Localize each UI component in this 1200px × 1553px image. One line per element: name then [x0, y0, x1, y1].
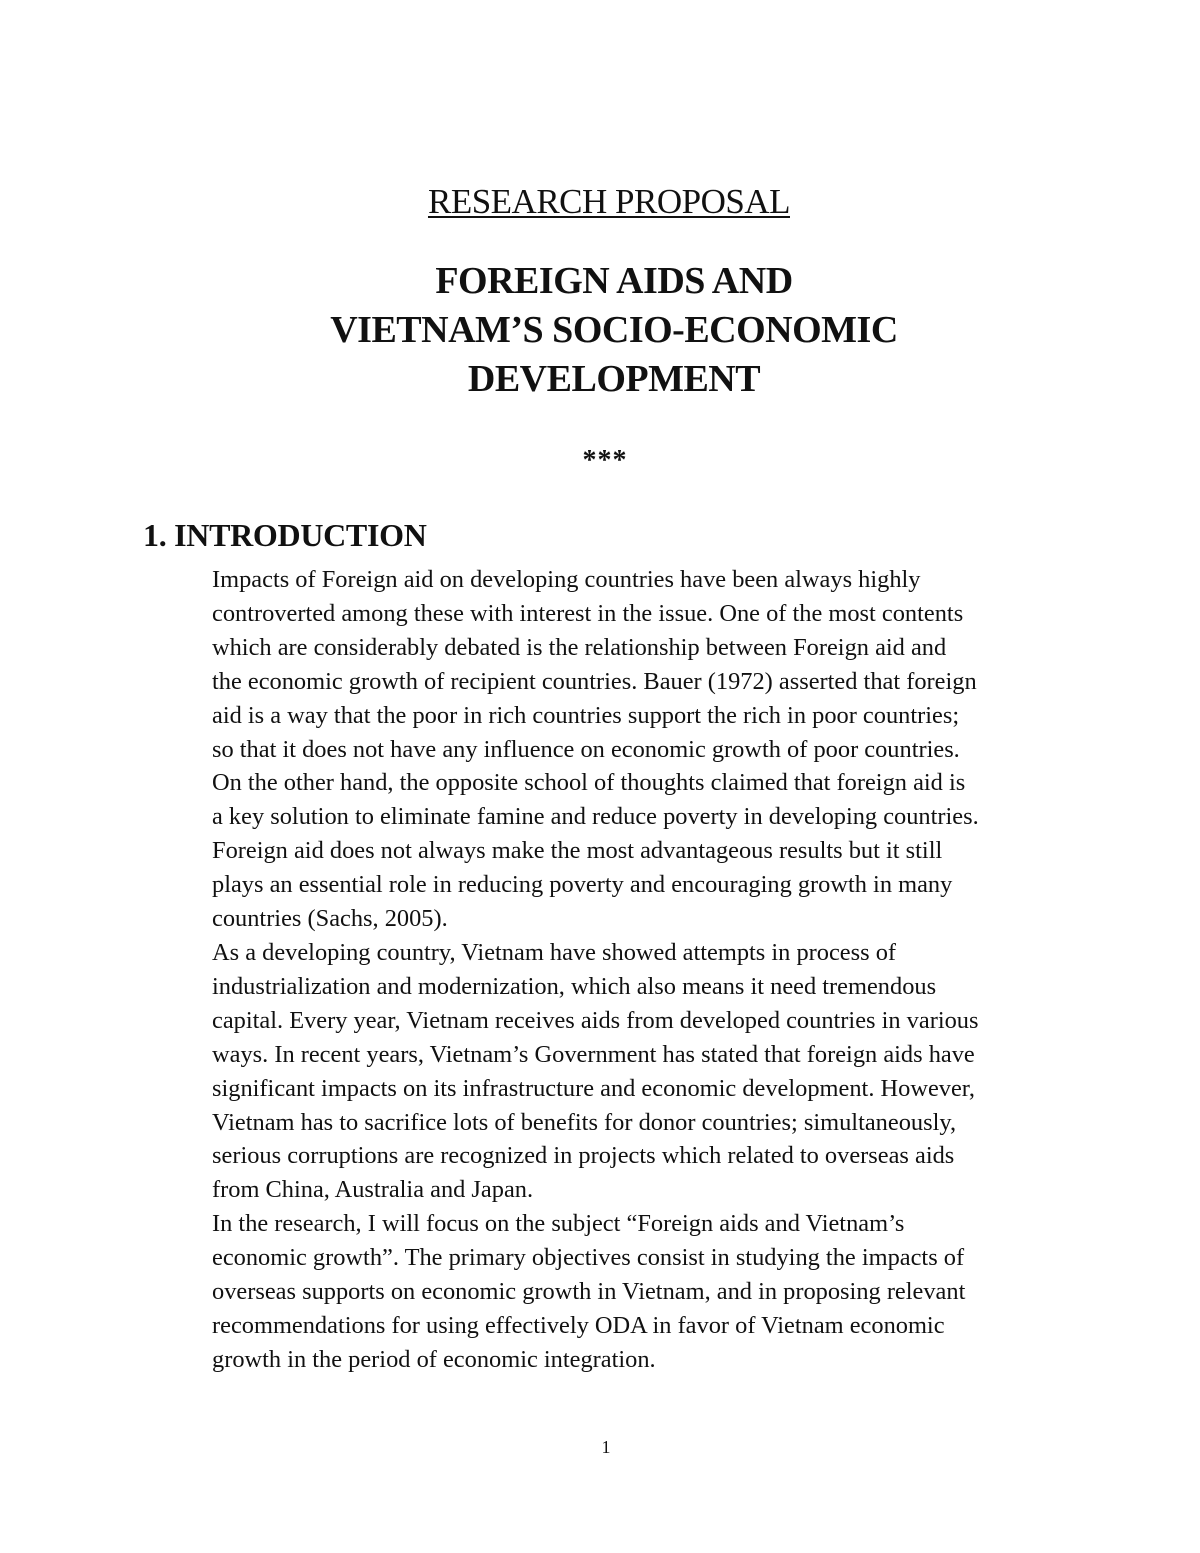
text-line: the economic growth of recipient countries. Bauer (1972) asserted that foreign — [212, 667, 977, 695]
section-body — [212, 563, 1102, 1377]
text-line: significant impacts on its infrastructure and economic development. However, — [212, 1074, 976, 1102]
title-line: DEVELOPMENT — [467, 358, 761, 400]
text-line: economic growth”. The primary objectives consist in studying the impacts of — [212, 1244, 965, 1272]
title-line: FOREIGN AIDS AND — [435, 260, 793, 302]
text-line: growth in the period of economic integration. — [212, 1345, 656, 1373]
text-line: so that it does not have any influence on economic growth of poor countries. — [212, 735, 960, 763]
text-line: serious corruptions are recognized in projects which related to overseas aids — [212, 1142, 955, 1170]
text-line: countries (Sachs, 2005). — [212, 905, 448, 933]
text-line: recommendations for using effectively ODA in favor of Vietnam economic — [212, 1311, 945, 1339]
text-line: aid is a way that the poor in rich countries support the rich in poor countries; — [212, 701, 960, 729]
document-kicker: RESEARCH PROPOSAL — [427, 182, 790, 221]
page-number: 1 — [601, 1437, 611, 1457]
text-line: On the other hand, the opposite school of thoughts claimed that foreign aid is — [212, 769, 966, 797]
document-title — [0, 257, 1200, 404]
text-line: Impacts of Foreign aid on developing countries have been always highly — [212, 566, 921, 593]
text-line: controverted among these with interest in the issue. One of the most contents — [212, 599, 964, 627]
text-line: plays an essential role in reducing poverty and encouraging growth in many — [212, 871, 953, 899]
text-line: In the research, I will focus on the subject “Foreign aids and Vietnam’s — [212, 1210, 905, 1238]
text-line: from China, Australia and Japan. — [212, 1176, 534, 1204]
text-line: which are considerably debated is the relationship between Foreign aid and — [212, 633, 947, 661]
paragraph — [212, 1207, 1102, 1377]
section-heading: 1. INTRODUCTION — [143, 517, 427, 553]
title-line: VIETNAM’S SOCIO-ECONOMIC — [330, 309, 898, 351]
text-line: ways. In recent years, Vietnam’s Government has stated that foreign aids have — [212, 1040, 975, 1068]
text-line: As a developing country, Vietnam have showed attempts in process of — [212, 938, 897, 966]
text-line: a key solution to eliminate famine and reduce poverty in developing countries. — [212, 803, 979, 831]
text-line: Foreign aid does not always make the most advantageous results but it still — [212, 837, 943, 865]
text-line: industrialization and modernization, which also means it need tremendous — [212, 972, 937, 1000]
text-line: Vietnam has to sacrifice lots of benefits for donor countries; simultaneously, — [212, 1108, 957, 1136]
text-line: overseas supports on economic growth in Vietnam, and in proposing relevant — [212, 1278, 966, 1306]
section-separator: *** — [582, 445, 628, 476]
text-line: capital. Every year, Vietnam receives aids from developed countries in various — [212, 1006, 979, 1034]
paragraph — [212, 563, 1102, 936]
paragraph — [212, 936, 1102, 1207]
